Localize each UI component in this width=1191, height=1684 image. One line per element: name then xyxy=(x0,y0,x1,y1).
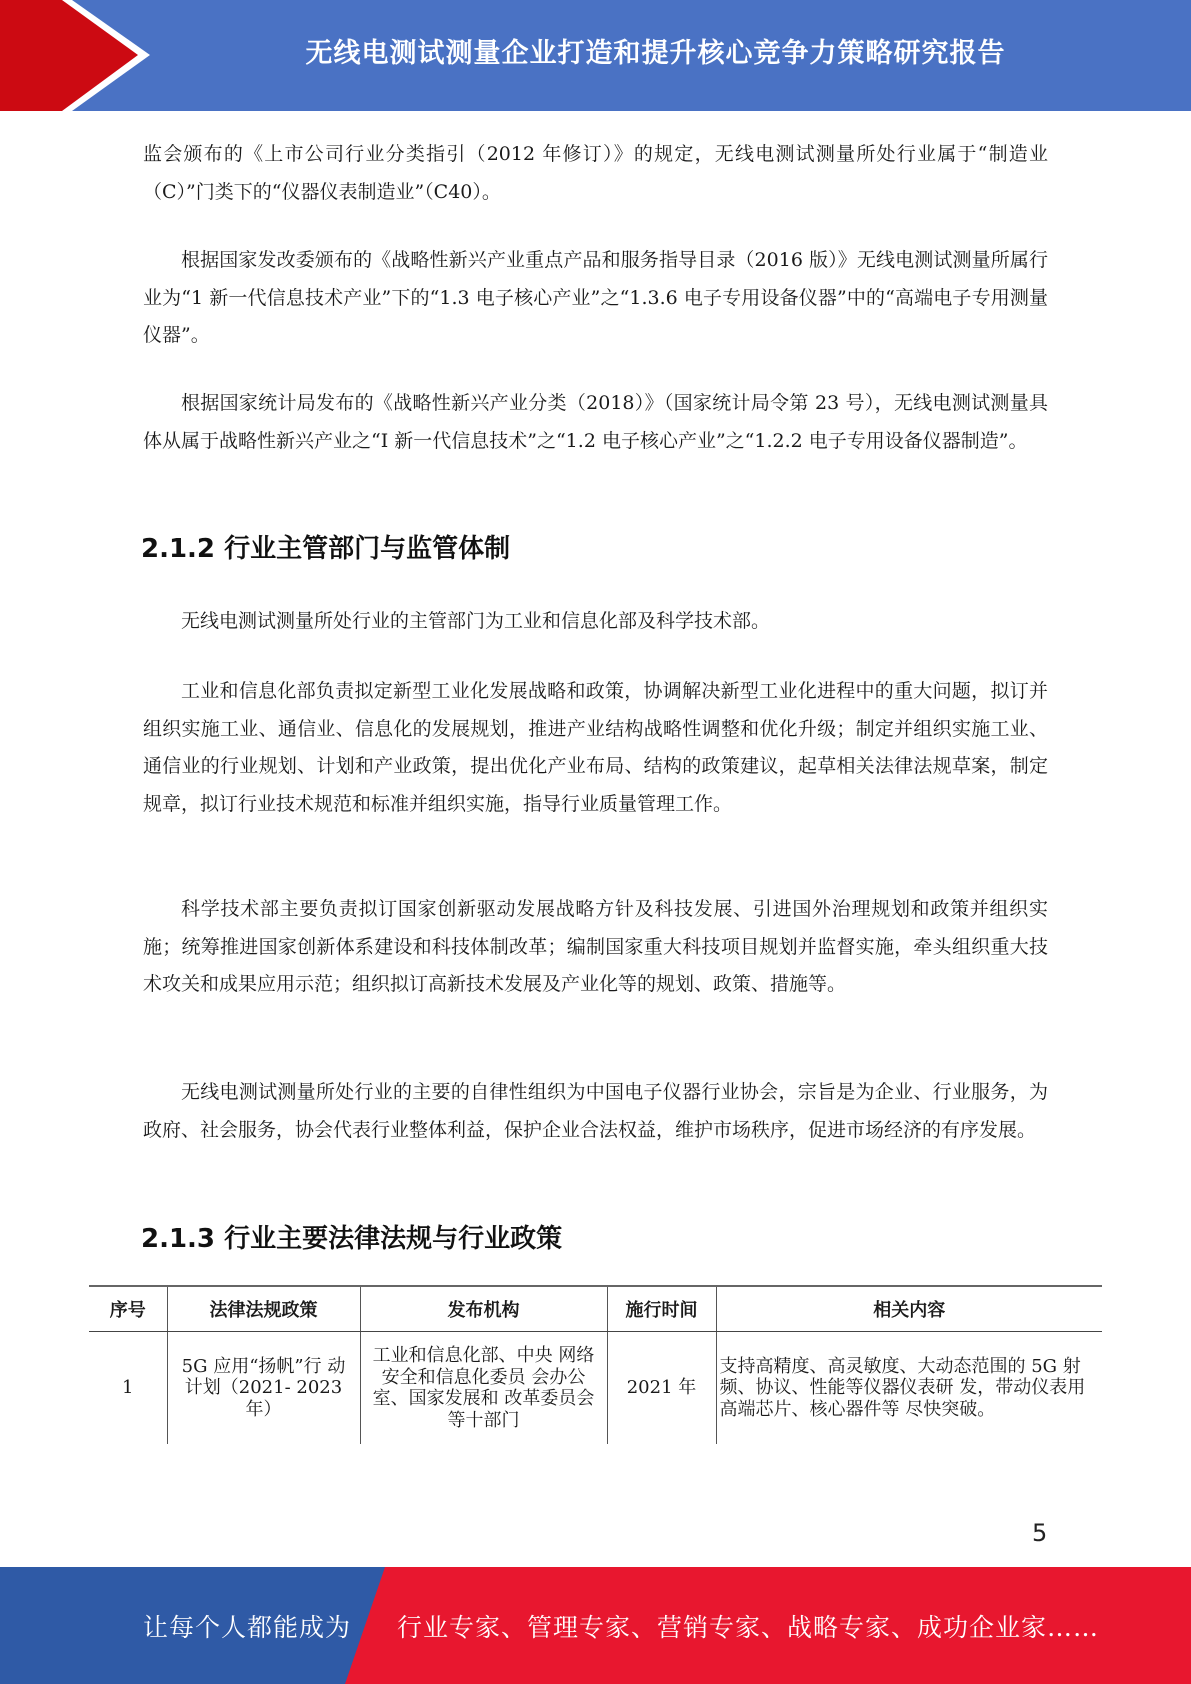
column-header-content: 相关内容 xyxy=(716,1286,1102,1332)
table-header-row xyxy=(89,1286,1102,1332)
paragraph-miit-duties: 工业和信息化部负责拟定新型工业化发展战略和政策，协调解决新型工业化进程中的重大问题，拟订并组织实施工业、通信业、信息化的发展规划，推进产业结构战略性调整和优化升级；制定并组织实施工业、通信业的行业规划、计划和产业政策，提出优化产业布局、结构的政策建议，起草相关法律法规草案，制定规章，拟订行业技术规范和标准并组织实施，指导行业质量管理工作。 xyxy=(143,680,1048,815)
column-header-issuer: 发布机构 xyxy=(360,1286,607,1332)
page-footer xyxy=(0,1567,1191,1684)
paragraph-industry-association: 无线电测试测量所处行业的主要的自律性组织为中国电子仪器行业协会，宗旨是为企业、行业服务，为政府、社会服务，协会代表行业整体利益，保护企业合法权益，维护市场秩序，促进市场经济的有序发展。 xyxy=(143,1081,1048,1141)
header-arrow-decoration xyxy=(0,0,160,111)
page-number: 5 xyxy=(1032,1519,1048,1547)
report-title: 无线电测试测量企业打造和提升核心竞争力策略研究报告 xyxy=(305,37,1006,69)
column-header-number: 序号 xyxy=(89,1286,167,1332)
column-header-date: 施行时间 xyxy=(607,1286,716,1332)
footer-slogan-left: 让每个人都能成为 xyxy=(143,1612,352,1642)
cell-policy: 5G 应用“扬帆”行 动计划（2021- 2023 年） xyxy=(167,1332,360,1445)
table-row xyxy=(89,1332,1102,1445)
paragraph-ndrc-catalog: 根据国家发改委颁布的《战略性新兴产业重点产品和服务指导目录（2016 版）》无线电测试测量所属行业为“1 新一代信息技术产业”下的“1.3 电子核心产业”之“1.3.6 电子专用设备仪器”中的“高端电子专用测量仪器”。 xyxy=(143,249,1048,346)
section-heading-2-1-3: 2.1.3 行业主要法律法规与行业政策 xyxy=(141,1224,563,1254)
paragraph-authorities: 无线电测试测量所处行业的主管部门为工业和信息化部及科学技术部。 xyxy=(181,610,771,632)
column-header-policy: 法律法规政策 xyxy=(167,1286,360,1332)
paragraph-most-duties: 科学技术部主要负责拟订国家创新驱动发展战略方针及科技发展、引进国外治理规划和政策并组织实施；统筹推进国家创新体系建设和科技体制改革；编制国家重大科技项目规划并监督实施，牵头组织重大技术攻关和成果应用示范；组织拟订高新技术发展及产业化等的规划、政策、措施等。 xyxy=(143,898,1048,995)
cell-issuer: 工业和信息化部、中央 网络安全和信息化委员 会办公室、国家发展和 改革委员会等十部门 xyxy=(360,1332,607,1445)
cell-number: 1 xyxy=(89,1332,167,1445)
regulations-table xyxy=(89,1285,1102,1444)
cell-content: 支持高精度、高灵敏度、大动态范围的 5G 射频、协议、性能等仪器仪表研 发，带动仪表用高端芯片、核心器件等 尽快突破。 xyxy=(716,1332,1102,1445)
cell-date: 2021 年 xyxy=(607,1332,716,1445)
page-header xyxy=(0,0,1191,111)
footer-slogan-right: 行业专家、管理专家、营销专家、战略专家、成功企业家…… xyxy=(397,1612,1100,1642)
paragraph-industry-classification: 监会颁布的《上市公司行业分类指引（2012 年修订）》的规定，无线电测试测量所处行业属于“制造业（C）”门类下的“仪器仪表制造业”（C40）。 xyxy=(143,143,1048,203)
paragraph-stats-bureau: 根据国家统计局发布的《战略性新兴产业分类（2018）》（国家统计局令第 23 号），无线电测试测量具体从属于战略性新兴产业之“I 新一代信息技术”之“1.2 电子核心产业”之“1.2.2 电子专用设备仪器制造”。 xyxy=(143,392,1048,452)
section-heading-2-1-2: 2.1.2 行业主管部门与监管体制 xyxy=(141,534,511,564)
